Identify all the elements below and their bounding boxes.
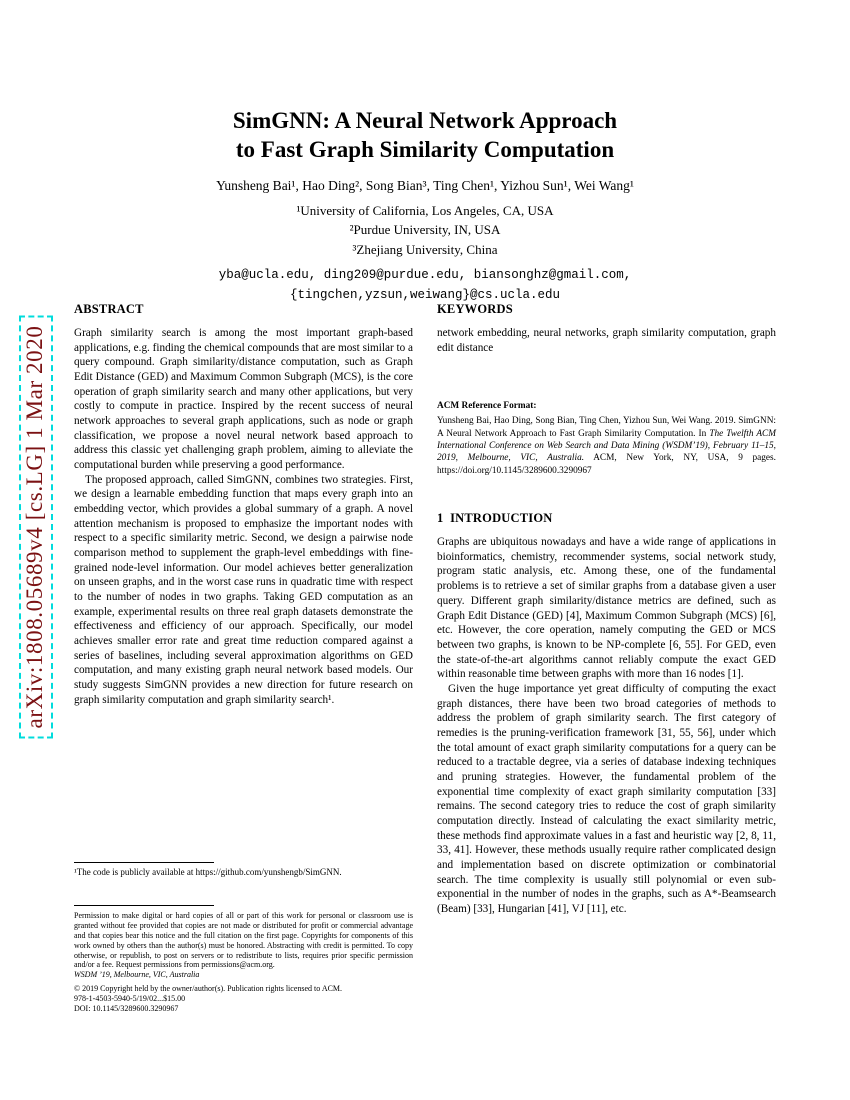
paper-title [0,106,850,165]
keywords-text: network embedding, neural networks, graph similarity computation, graph edit distance [437,327,776,354]
left-column-footer [74,862,413,1014]
footnote-text-prefix: ¹The code is publicly available at [74,867,196,878]
abstract-heading: ABSTRACT [74,302,144,316]
acm-reference-proceedings: The Twelfth ACM International Conference on Web Search and Data Mining (WSDM’19), February 11–15, 2019, Melbourne, VIC, Australia. [437,428,776,464]
two-column-body [74,302,776,1014]
permission-statement: Permission to make digital or hard copies of all or part of this work for personal or classroom use is granted without fee provided that copies are not made or distributed for profit or commercial advantage and that copies bear this notice and the full citation on the first page. Copyrights for components of this work owned by others than the author(s) must be honored. Abstracting with credit is permitted. To copy otherwise, or republish, to post on servers or to redistribute to lists, requires prior specific permission and/or a fee. Request permissions from permissions@acm.org. [74,910,413,970]
acm-reference-block [437,401,776,477]
arxiv-watermark-link[interactable]: arXiv:1808.05689v4 [cs.LG] 1 Mar 2020 [19,316,53,739]
doi-line[interactable]: DOI: 10.1145/3289600.3290967 [74,1004,179,1014]
permission-block [74,905,413,1014]
introduction-heading: 1 INTRODUCTION [437,511,553,526]
footnote-text-suffix: . [339,867,342,878]
acm-reference-part1: Yunsheng Bai, Hao Ding, Song Bian, Ting Chen, Yizhou Sun, Wei Wang. 2019. SimGNN: A Neural Network Approach to Fast Graph Similarity Computation. In [437,416,776,439]
doi-link[interactable]: https://doi.org/10.1145/3289600.3290967 [437,465,592,476]
email-line-2: {tingchen,yzsun,weiwang}@cs.ucla.edu [289,287,561,302]
paper-header [0,0,850,305]
abstract-paragraph-2: The proposed approach, called SimGNN, combines two strategies. First, we design a learnable embedding function that maps every graph into an embedding vector, which provides a global summary of a graph. A novel attention mechanism is proposed to emphasize the important nodes with respect to a specific similarity metric. Second, we design a pairwise node comparison method to supplement the graph-level embeddings with fine-grained node-level information. Our model achieves better generalization on unseen graphs, and in the worst case runs in quadratic time with respect to the number of nodes in two graphs. Taking GED computation as an example, experimental results on three real graph datasets demonstrate the effectiveness and efficiency of our approach. Specifically, our model achieves smaller error rate and great time reduction compared against a series of baselines, including several approximation algorithms on GED computation, and many existing graph neural network based models. Our study suggests SimGNN provides a new direction for future research on graph similarity computation and graph similarity search¹. [74,473,413,706]
isbn-line: 978-1-4503-5940-5/19/02...$15.00 [74,994,186,1004]
affiliation-line-3: ³Zhejiang University, China [352,241,498,257]
affiliation-line-1: ¹University of California, Los Angeles, CA, USA [296,202,554,218]
paper-title-line2: to Fast Graph Similarity Computation [235,137,615,163]
introduction-paragraph-1: Graphs are ubiquitous nowadays and have a wide range of applications in bioinformatics, chemistry, recommender systems, social network study, program static analysis, etc. Among these, one of the fundamental problems is to retrieve a set of similar graphs from a database given a user query. Different graph similarity/distance metrics are defined, such as Graph Edit Distance (GED) [4], Maximum Common Subgraph (MCS) [6], etc. However, the core operation, namely computing the GED or MCS between two graphs, is known to be NP-complete [6, 55]. For GED, even the state-of-the-art algorithms cannot reliably compute the exact GED within reasonable time between graphs with more than 16 nodes [1]. [437,536,776,681]
introduction-paragraph-2: Given the huge importance yet great difficulty of computing the exact graph distances, there have been two broad categories of methods to address the problem of graph similarity search. The first category of remedies is the pruning-verification framework [31, 55, 56], under which the total amount of exact graph similarity computations for a query can be reduced to a tractable degree, via a series of database indexing techniques and pruning strategies. However, the fundamental problem of the exponential time complexity of exact graph similarity computation [33] remains. The second category tries to reduce the cost of graph similarity computation directly. Instead of calculating the exact similarity metric, these methods find approximate values in a fast and heuristic way [2, 8, 11, 33, 41]. However, these methods usually require rather complicated design and implementation based on discrete optimization or combinatorial search. The time complexity is usually still polynomial or even sub-exponential in the number of nodes in the graphs, such as A*-Beamsearch (Beam) [33], Hungarian [41], VJ [11], etc. [437,682,776,915]
acm-reference-part3: ACM, New York, NY, USA, 9 pages. [584,453,776,464]
emails-block [0,266,850,305]
code-footnote [74,867,413,879]
copyright-line: © 2019 Copyright held by the owner/author(s). Publication rights licensed to ACM. [74,984,343,994]
keywords-heading: KEYWORDS [437,302,513,316]
affiliations-block [0,201,850,260]
left-column [74,302,413,1014]
email-line-1: yba@ucla.edu, ding209@purdue.edu, biansonghz@gmail.com, [218,268,632,283]
paper-title-line1: SimGNN: A Neural Network Approach [232,108,618,133]
footnote-rule [74,862,214,863]
conference-venue: WSDM ’19, Melbourne, VIC, Australia [74,970,200,980]
right-column [437,302,776,1014]
acm-reference-heading: ACM Reference Format: [437,401,537,412]
acm-reference-text [437,415,776,477]
abstract-paragraph-1: Graph similarity search is among the most important graph-based applications, e.g. finding the chemical compounds that are most similar to a query compound. Graph similarity/distance computation, such as Graph Edit Distance (GED) and Maximum Common Subgraph (MCS), is the core operation of graph similarity search and many other applications, but very costly to compute in practice. Inspired by the recent success of neural network approaches to several graph applications, such as node or graph classification, we propose a novel neural network based approach to address this classic yet challenging graph problem, aiming to alleviate the computational burden while preserving a good performance. [74,327,413,472]
github-link[interactable]: https://github.com/yunshengb/SimGNN [195,867,340,878]
authors-line: Yunsheng Bai¹, Hao Ding², Song Bian³, Ting Chen¹, Yizhou Sun¹, Wei Wang¹ [216,177,634,193]
affiliation-line-2: ²Purdue University, IN, USA [349,222,501,238]
permission-rule [74,905,214,906]
